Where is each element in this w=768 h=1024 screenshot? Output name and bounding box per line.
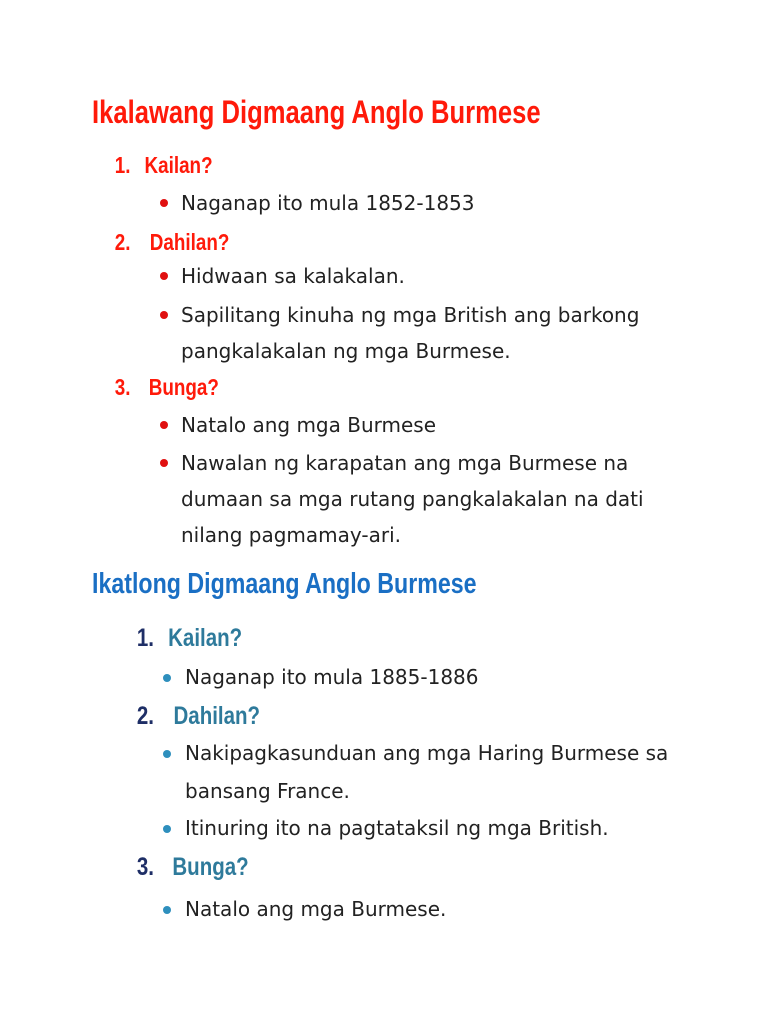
bullet-dot-icon: [160, 459, 168, 467]
section1-q2-bullet-2-cont: pangkalakalan ng mga Burmese.: [181, 339, 511, 363]
section2-title: Ikatlong Digmaang Anglo Burmese: [92, 568, 477, 600]
bullet-dot-icon: [163, 674, 171, 682]
section1-q3-bullet-2-cont: dumaan sa mga rutang pangkalakalan na dati: [181, 487, 644, 511]
section2-q1-number: 1.: [136, 624, 154, 652]
section1-q3-bullet-1: Natalo ang mga Burmese: [181, 413, 437, 437]
section1-q2-number: 2.: [114, 229, 131, 255]
section1-q2-bullet-1: Hidwaan sa kalakalan.: [181, 264, 405, 288]
section1-q1-label: Kailan?: [144, 152, 213, 178]
bullet-dot-icon: [163, 750, 171, 758]
section2-q3-bullet-1: Natalo ang mga Burmese.: [185, 897, 447, 921]
section2-q2-bullet-1: Nakipagkasunduan ang mga Haring Burmese sa: [185, 741, 669, 765]
section1-q1-bullet-1: Naganap ito mula 1852-1853: [181, 191, 475, 215]
bullet-dot-icon: [163, 906, 171, 914]
section2-q3-label: Bunga?: [172, 853, 249, 881]
bullet-dot-icon: [160, 272, 168, 280]
bullet-dot-icon: [160, 311, 168, 319]
section1-q3-number: 3.: [114, 374, 131, 400]
bullet-dot-icon: [160, 199, 168, 207]
section2-q2-number: 2.: [136, 702, 154, 730]
section1-q1-number: 1.: [114, 152, 131, 178]
section1-q2-bullet-2: Sapilitang kinuha ng mga British ang barkong: [181, 303, 640, 327]
bullet-dot-icon: [160, 421, 168, 429]
section2-q1-bullet-1: Naganap ito mula 1885-1886: [185, 665, 479, 689]
section2-q1-label: Kailan?: [168, 624, 243, 652]
section2-q2-bullet-2: Itinuring ito na pagtataksil ng mga British.: [185, 816, 609, 840]
section1-q3-bullet-2: Nawalan ng karapatan ang mga Burmese na: [181, 451, 629, 475]
section1-q3-label: Bunga?: [148, 374, 219, 400]
section2-q2-bullet-1-cont: bansang France.: [185, 779, 350, 803]
section2-q2-label: Dahilan?: [173, 702, 261, 730]
bullet-dot-icon: [163, 825, 171, 833]
section1-q2-label: Dahilan?: [149, 229, 230, 255]
section1-title: Ikalawang Digmaang Anglo Burmese: [92, 94, 541, 130]
section2-q3-number: 3.: [136, 853, 154, 881]
section1-q3-bullet-2-cont2: nilang pagmamay-ari.: [181, 523, 401, 547]
